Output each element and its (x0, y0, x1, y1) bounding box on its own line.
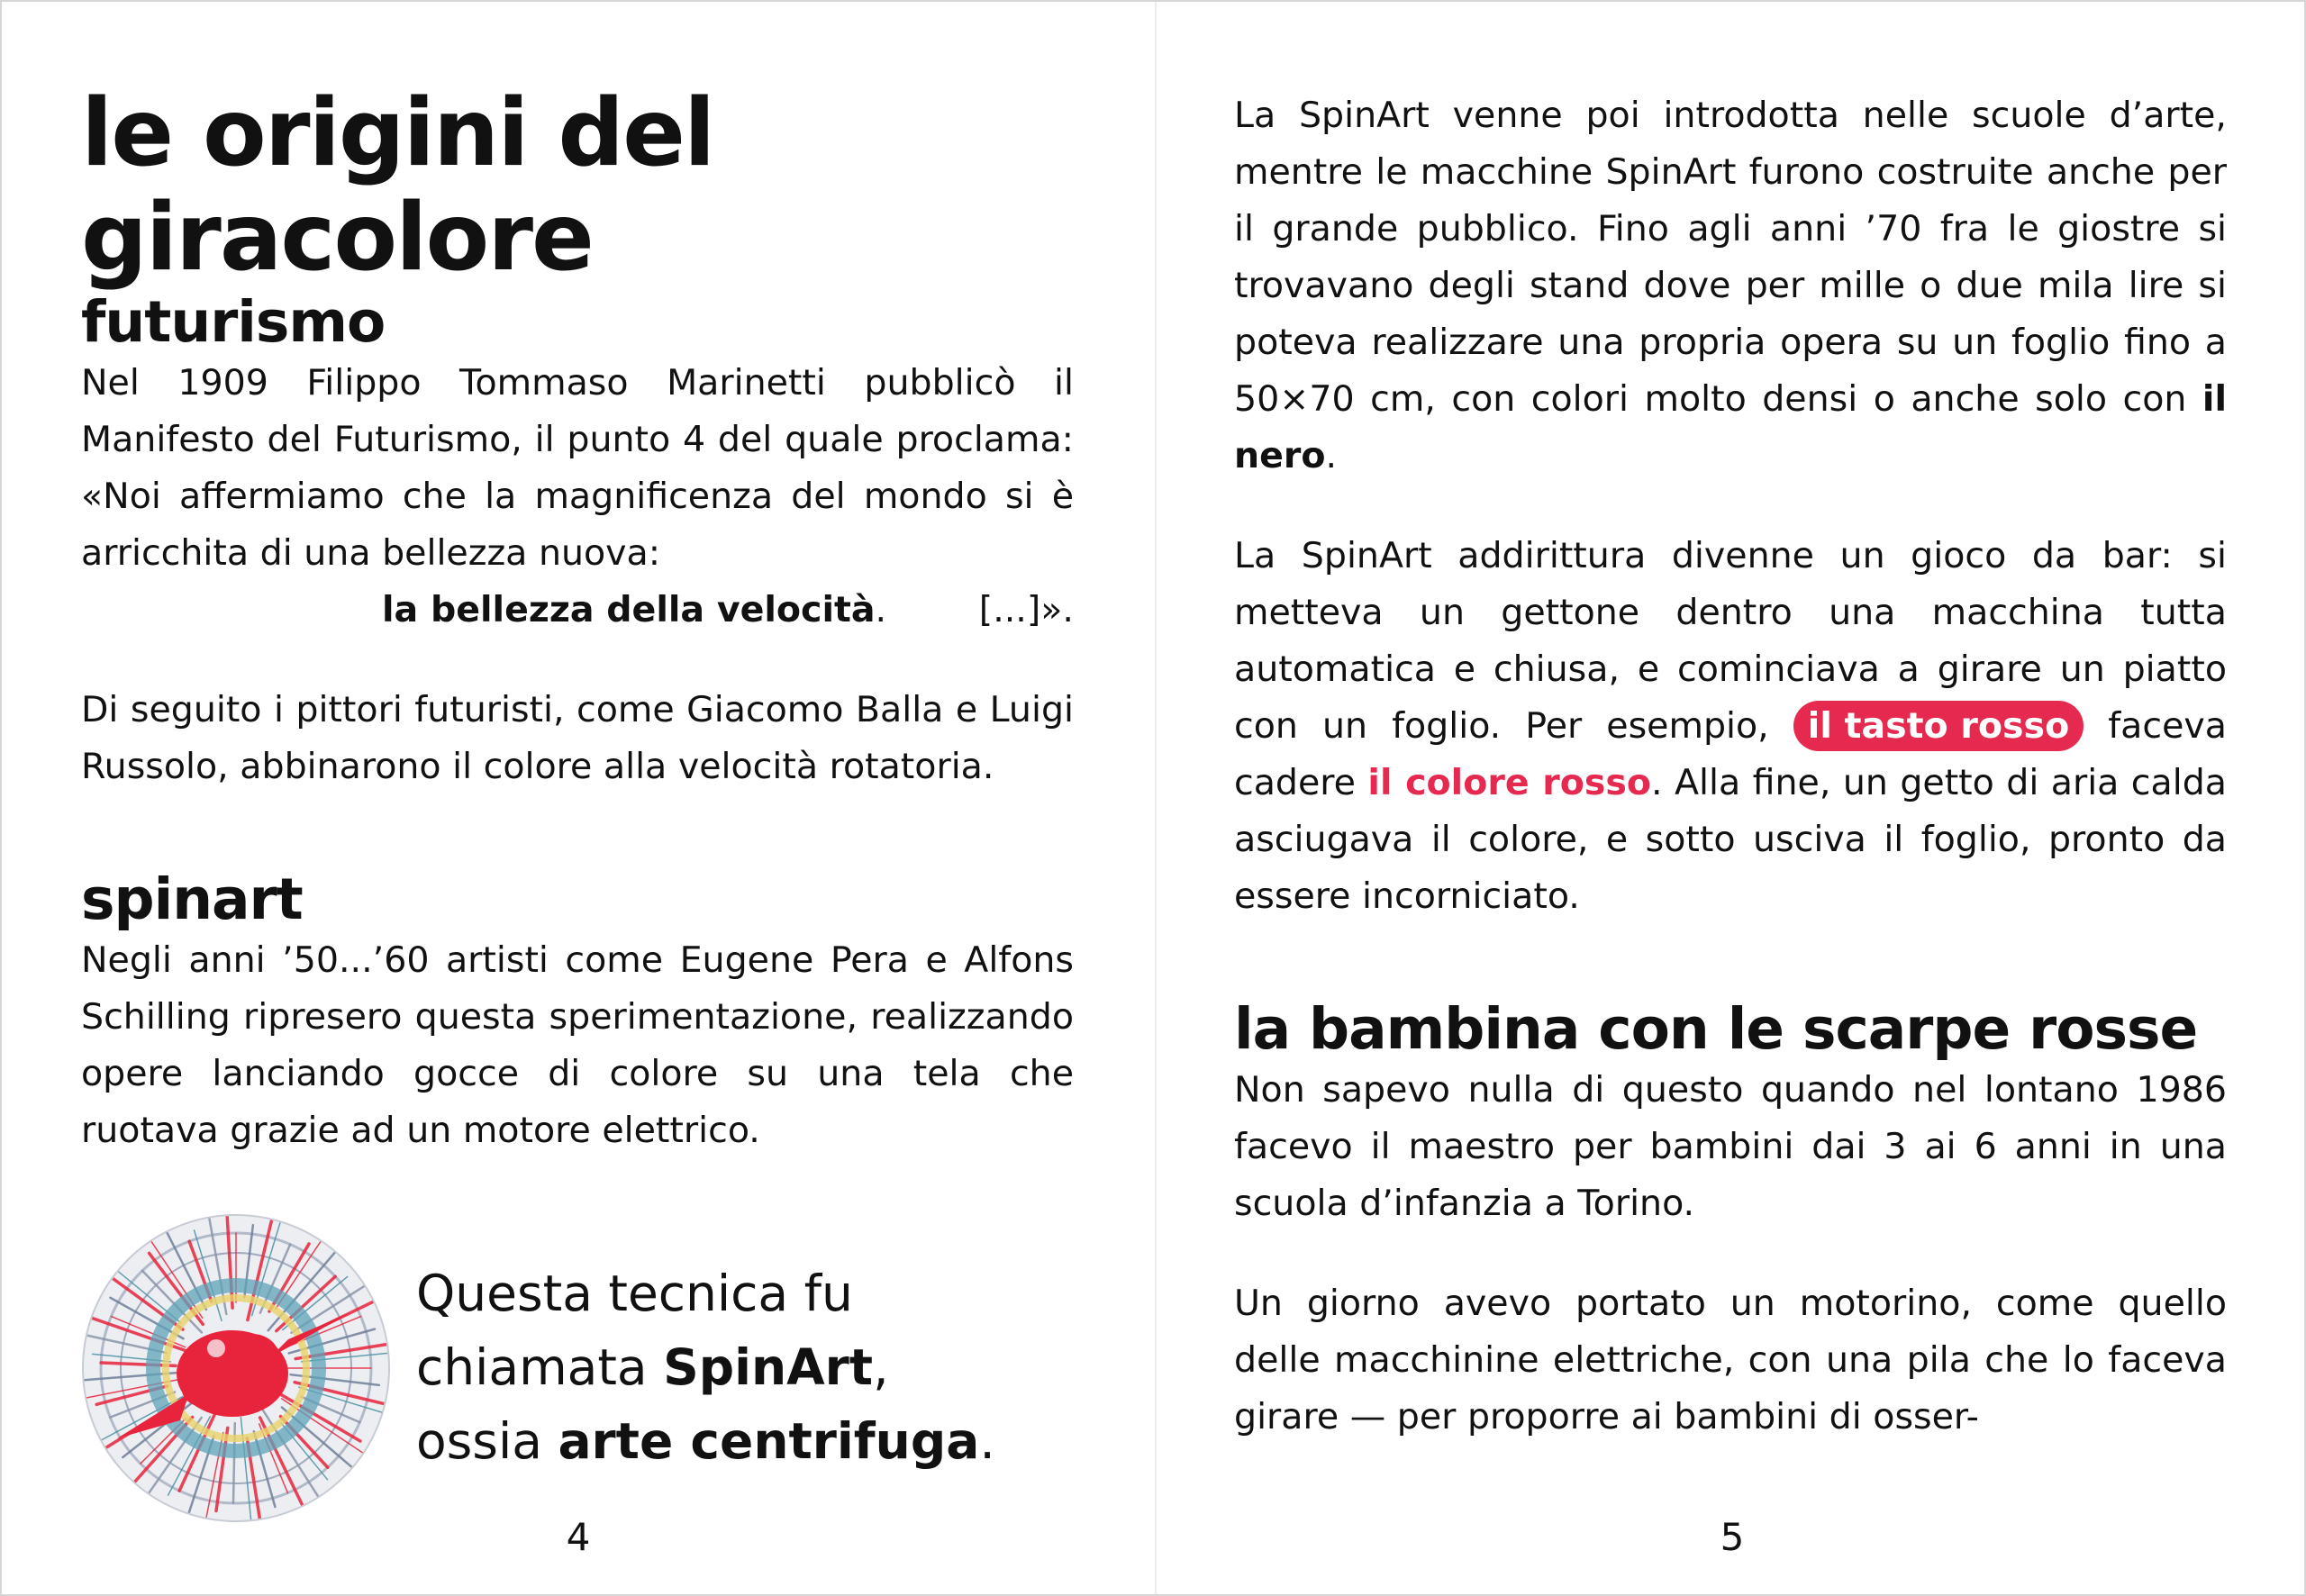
section-heading-spinart: spinart (81, 866, 303, 932)
spinart-caption (416, 1256, 1065, 1478)
spinart-disc-image (81, 1213, 391, 1523)
red-color-text: il colore rosso (1367, 762, 1652, 803)
page-number-right: 5 (1720, 1515, 1745, 1559)
right-page (1157, 2, 2306, 1594)
spinart-bar-paragraph: La SpinArt addirittura divenne un gioco da bar: si metteva un gettone dentro una macchina tutta automatica e chiusa, e cominciava a girare un piatto con un foglio. Per esempio, il tasto rosso faceva cadere il colore rosso. Alla fine, un getto di aria calda asciugava il colore, e sotto usciva il foglio, pronto da essere incorniciato. (1234, 535, 2227, 917)
right-page-content (1234, 87, 2227, 1446)
quote-bold-text: la bellezza della velocità. (382, 589, 887, 630)
bambina-paragraph-1: Non sapevo nulla di questo quando nel lontano 1986 facevo il maestro per bambini dai 3 ai 6 anni in una scuola d’infanzia a Torino. (1234, 1069, 2227, 1224)
caption-line-1: Questa tecnica fu (416, 1265, 853, 1322)
spinart-feature (81, 1213, 1074, 1537)
red-button-highlight: il tasto rosso (1793, 701, 2084, 751)
page-number-left: 4 (566, 1515, 591, 1559)
futurismo-paragraph: Nel 1909 Filippo Tommaso Marinetti pubblicò il Manifesto del Futurismo, il punto 4 del quale proclama: «Noi affermiamo che la magnificenza del mondo si è arricchita di una bellezza nuova: (81, 362, 1074, 574)
left-page-content (81, 81, 1074, 1537)
caption-line-2: chiamata SpinArt, (416, 1338, 889, 1396)
section-heading-bambina: la bambina con le scarpe rosse (1234, 996, 2198, 1062)
spinart-schools-paragraph: La SpinArt venne poi introdotta nelle scuole d’arte, mentre le macchine SpinArt furono costruite anche per il grande pubblico. Fino agli anni ’70 fra le giostre si trovavano degli stand dove per mille o due mila lire si poteva realizzare una propria opera su un foglio fino a 50×70 cm, con colori molto densi o anche solo con il nero. (1234, 95, 2227, 476)
spinart-paragraph: Negli anni ’50...’60 artisti come Eugene Pera e Alfons Schilling ripresero questa sperimentazione, realizzando opere lanciando gocce di colore su una tela che ruotava grazie ad un motore elettrico. (81, 939, 1074, 1151)
caption-line-3: ossia arte centrifuga. (416, 1412, 995, 1470)
section-heading-futurismo: futurismo (81, 289, 386, 355)
futurismo-paragraph-2: Di seguito i pittori futuristi, come Giacomo Balla e Luigi Russolo, abbinarono il colore alla velocità rotatoria. (81, 689, 1074, 787)
left-page (2, 2, 1155, 1594)
bambina-paragraph-2: Un giorno avevo portato un motorino, come quello delle macchinine elettriche, con una pila che lo faceva girare — per proporre ai bambini di osser- (1234, 1283, 2227, 1437)
chapter-title: le origini del giracolore (81, 79, 714, 292)
quote-ellipsis: [...]». (978, 589, 1074, 630)
manifesto-quote-line (81, 582, 1074, 639)
